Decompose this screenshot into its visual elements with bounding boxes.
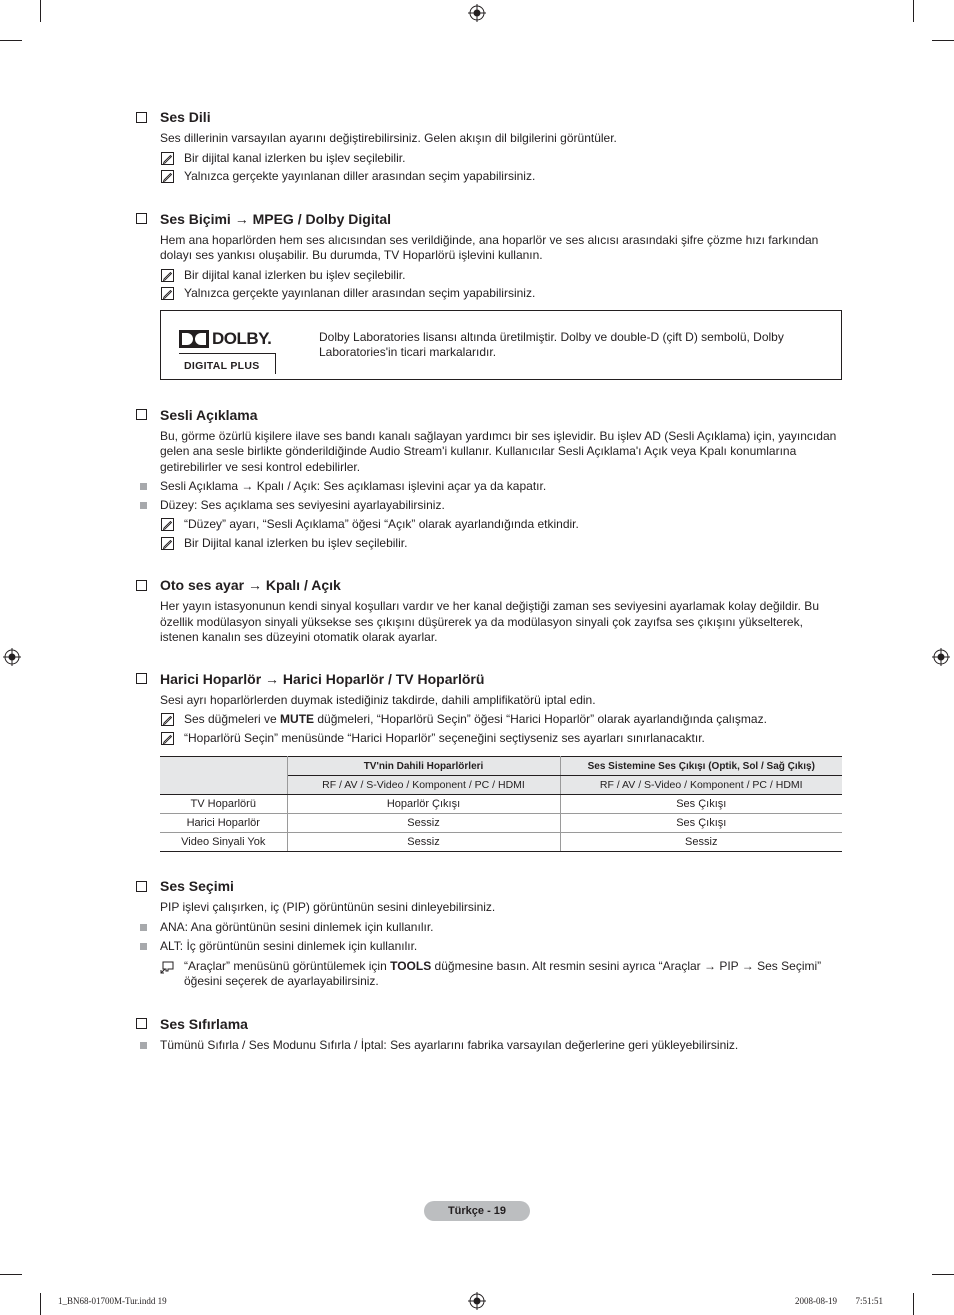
tools-hand-icon [160, 959, 176, 975]
section-oto-ses-title: Oto ses ayar → Kpalı / Açık [136, 576, 844, 594]
double-d-icon [179, 330, 209, 348]
registration-mark-icon [932, 648, 950, 666]
note-pencil-icon [161, 152, 174, 165]
note-pencil-icon [161, 269, 174, 282]
checkbox-square-icon [136, 881, 147, 892]
table-subheader: RF / AV / S-Video / Komponent / PC / HDMI [287, 776, 560, 795]
bullet-item: ANA: Ana görüntünün sesini dinlemek için kullanılır. [136, 920, 844, 936]
table-cell: Sessiz [560, 833, 842, 852]
table-row [160, 814, 842, 833]
note: Bir Dijital kanal izlerken bu işlev seçilebilir. [136, 536, 844, 552]
note: “Düzey” ayarı, “Sesli Açıklama” öğesi “Açık” olarak ayarlandığında etkindir. [136, 517, 844, 533]
table-cell: Video Sinyali Yok [160, 833, 287, 852]
table-row [160, 833, 842, 852]
note-pencil-icon [161, 518, 174, 531]
crop-mark [40, 1293, 41, 1315]
note-pencil-icon [161, 713, 174, 726]
checkbox-square-icon [136, 409, 147, 420]
dolby-digital-plus-logo: DOLBY. DIGITAL PLUS [179, 329, 277, 365]
bullet-square-icon [140, 483, 147, 490]
registration-mark-icon [468, 4, 486, 22]
bullet-item: Sesli Açıklama → Kpalı / Açık: Ses açıklaması işlevini açar ya da kapatır. [136, 479, 844, 495]
table-cell: Sessiz [287, 814, 560, 833]
note: Bir dijital kanal izlerken bu işlev seçilebilir. [136, 268, 844, 284]
table-cell: Ses Çıkışı [560, 814, 842, 833]
table-cell: Ses Çıkışı [560, 795, 842, 814]
note: “Hoparlörü Seçin” menüsünde “Harici Hoparlör” seçeneğini seçtiyseniz ses ayarları sınırlanacaktır. [136, 731, 844, 747]
note-pencil-icon [161, 732, 174, 745]
note: Ses düğmeleri ve MUTE düğmeleri, “Hoparlörü Seçin” öğesi “Harici Hoparlör” olarak ayarlandığında çalışmaz. [136, 712, 844, 728]
bullet-square-icon [140, 924, 147, 931]
section-ses-sifirlama-title: Ses Sıfırlama [136, 1015, 844, 1033]
table-cell: TV Hoparlörü [160, 795, 287, 814]
section-description: Bu, görme özürlü kişilere ilave ses bandı kanalı sağlayan yardımcı bir ses işlevidir. Bu işlev AD (Sesli Açıklama) için, yayıncıdan gelen ana sesle birlikte gönderildiğinde Audio Stream'i kullanır. Kullanıcılar Sesli Açıklama'ı Açık veya Kpalı konumlarına getirebilirler ve sesi kontrol edebilirler. [160, 428, 837, 474]
table-subheader: RF / AV / S-Video / Komponent / PC / HDMI [560, 776, 842, 795]
bullet-square-icon [140, 943, 147, 950]
section-description: PIP işlevi çalışırken, iç (PIP) görüntünün sesini dinleyebilirsiniz. [160, 900, 496, 914]
checkbox-square-icon [136, 580, 147, 591]
bullet-item: ALT: İç görüntünün sesini dinlemek için kullanılır. [136, 939, 844, 955]
crop-mark [932, 40, 954, 41]
speaker-output-table [160, 756, 842, 852]
section-description: Her yayın istasyonunun kendi sinyal koşulları vardır ve her kanal değiştiği zaman ses seviyesini ayarlamak kolay değildir. Bu özellik modülasyon sinyali yüksekse ses çıkışını düşürerek ya da modülasyon sinyali çok zayıfsa ses çıkışını yükselterek, istenen kanalın ses düzeyini otomatik olarak ayarlar. [160, 599, 819, 644]
section-description: Hem ana hoparlörden hem ses alıcısından ses verildiğinde, ana hoparlör ve ses alıcısı arasındaki şifre çözme hızı farkından dolayı ses yankısı oluşabilir. Bu durumda, TV Hoparlörü işlevini kullanın. [160, 232, 819, 262]
registration-mark-icon [3, 648, 21, 666]
checkbox-square-icon [136, 213, 147, 224]
section-description: Ses dillerinin varsayılan ayarını değiştirebilirsiniz. Gelen akışın dil bilgilerini görüntüler. [160, 131, 617, 145]
checkbox-square-icon [136, 673, 147, 684]
bullet-item: Düzey: Ses açıklama ses seviyesini ayarlayabilirsiniz. [136, 498, 844, 514]
section-sesli-aciklama-title: Sesli Açıklama [136, 406, 844, 424]
table-cell: Sessiz [287, 833, 560, 852]
section-ses-dili-title: Ses Dili [136, 108, 844, 126]
note-pencil-icon [161, 537, 174, 550]
table-header: TV'nin Dahili Hoparlörleri [287, 757, 560, 776]
dolby-trademark-text: Dolby Laboratories lisansı altında üretilmiştir. Dolby ve double-D (çift D) sembolü, Dolby Laboratories'in ticari markalarıdır. [319, 329, 784, 359]
checkbox-square-icon [136, 112, 147, 123]
bullet-item: Tümünü Sıfırla / Ses Modunu Sıfırla / İptal: Ses ayarlarını fabrika varsayılan değerlerine geri yükleyebilirsiniz. [136, 1038, 844, 1054]
dolby-info-box [160, 310, 842, 380]
bullet-square-icon [140, 1042, 147, 1049]
note: Bir dijital kanal izlerken bu işlev seçilebilir. [136, 151, 844, 167]
note-pencil-icon [161, 170, 174, 183]
section-harici-hoparlor-title: Harici Hoparlör → Harici Hoparlör / TV Hoparlörü [136, 670, 844, 688]
crop-mark [0, 1274, 22, 1275]
crop-mark [913, 1293, 914, 1315]
table-cell: Harici Hoparlör [160, 814, 287, 833]
table-corner-cell [160, 757, 287, 795]
section-ses-bicimi-title: Ses Biçimi → MPEG / Dolby Digital [136, 210, 844, 228]
note: Yalnızca gerçekte yayınlanan diller arasından seçim yapabilirsiniz. [136, 169, 844, 185]
table-row [160, 795, 842, 814]
footer-date: 2008-08-19 ￿￿ 7:51:51 [795, 1296, 883, 1306]
note: Yalnızca gerçekte yayınlanan diller arasından seçim yapabilirsiniz. [136, 286, 844, 302]
page-number-badge: Türkçe - 19 [424, 1201, 530, 1221]
crop-mark [40, 0, 41, 22]
tools-note: “Araçlar” menüsünü görüntülemek için TOOLS düğmesine basın. Alt resmin sesini ayrıca “Araçlar → PIP → Ses Seçimi” öğesini seçerek de ayarlayabilirsiniz. [136, 959, 844, 990]
checkbox-square-icon [136, 1018, 147, 1029]
section-ses-secimi-title: Ses Seçimi [136, 877, 844, 895]
note-pencil-icon [161, 287, 174, 300]
table-cell: Hoparlör Çıkışı [287, 795, 560, 814]
crop-mark [932, 1274, 954, 1275]
section-description: Sesi ayrı hoparlörlerden duymak istediğiniz takdirde, dahili amplifikatörü iptal edin. [160, 692, 596, 707]
table-header: Ses Sistemine Ses Çıkışı (Optik, Sol / Sağ Çıkış) [560, 757, 842, 776]
bullet-square-icon [140, 502, 147, 509]
crop-mark [913, 0, 914, 22]
crop-mark [0, 40, 22, 41]
footer-file-name: 1_BN68-01700M-Tur.indd 19 [58, 1296, 167, 1306]
registration-mark-icon [468, 1292, 486, 1310]
page-content [136, 108, 844, 1056]
